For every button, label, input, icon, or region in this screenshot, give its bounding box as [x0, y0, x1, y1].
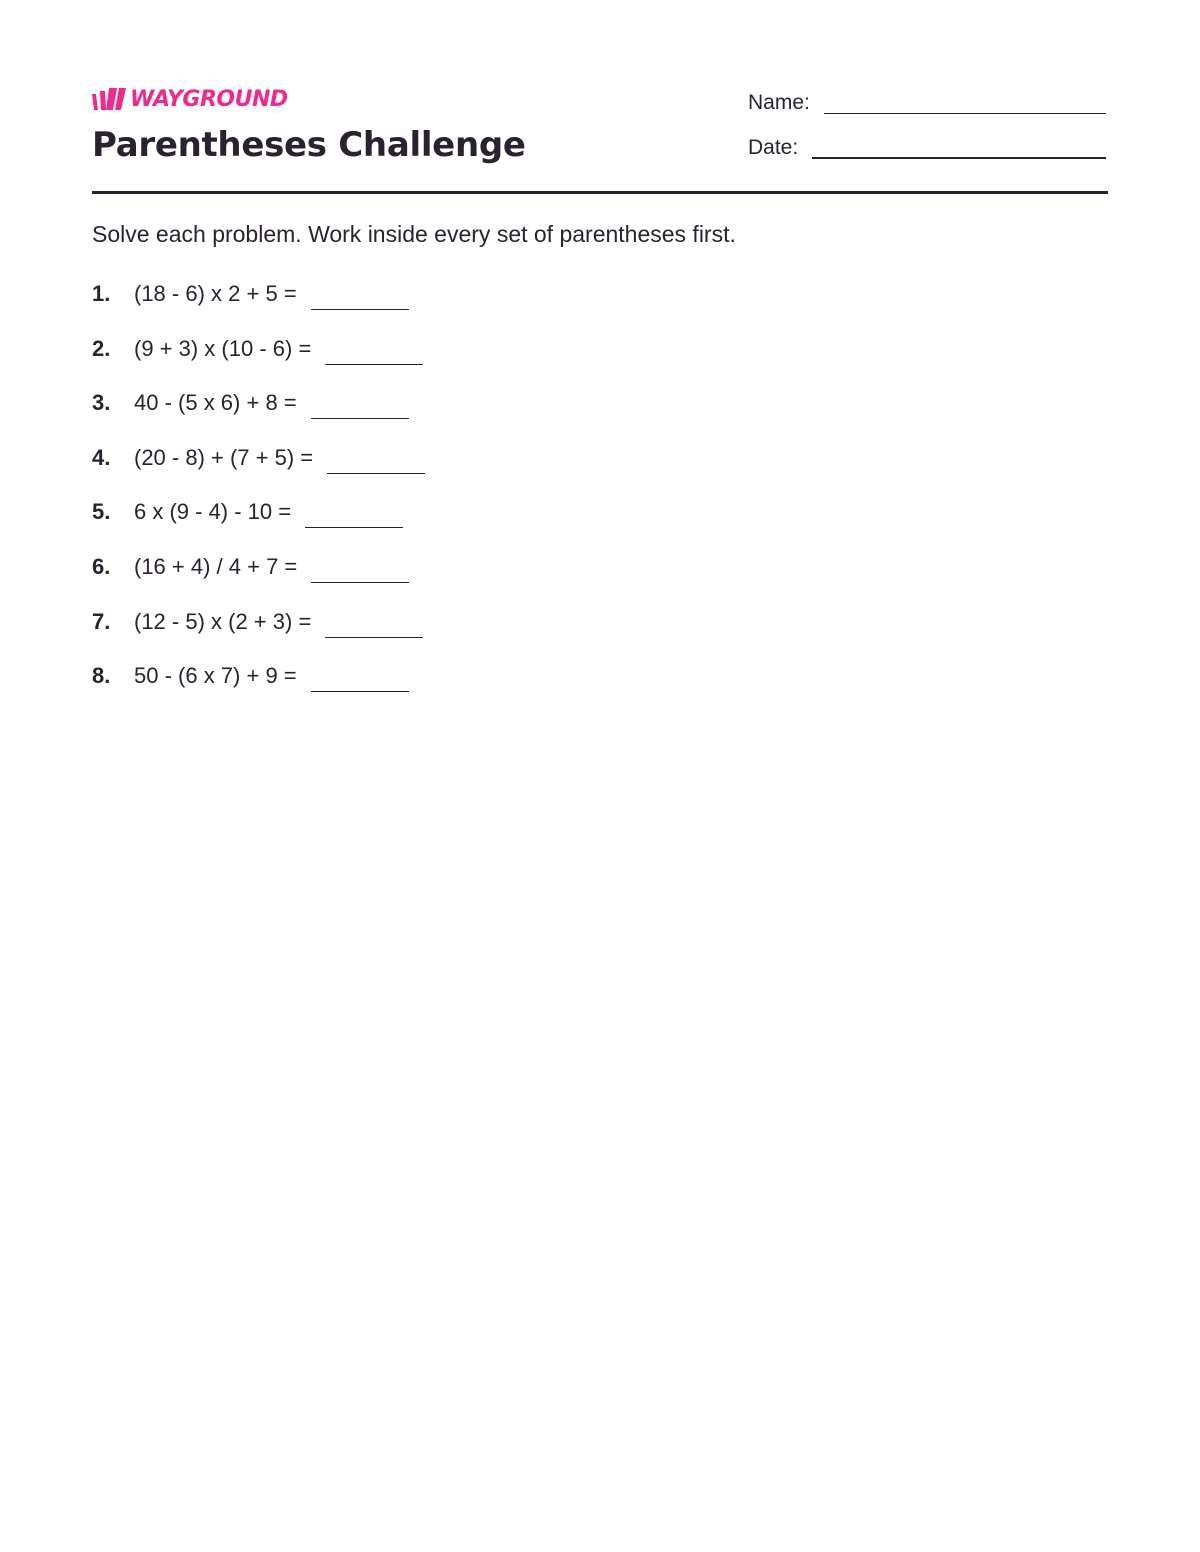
problem-expression: 6 x (9 - 4) - 10 =	[134, 499, 292, 525]
header-divider	[92, 191, 1108, 194]
answer-blank[interactable]	[311, 418, 409, 419]
problem-expression: (12 - 5) x (2 + 3) =	[134, 608, 312, 634]
name-label: Name:	[748, 91, 810, 114]
name-line[interactable]	[824, 113, 1106, 114]
answer-blank[interactable]	[327, 473, 425, 474]
name-field[interactable]	[748, 90, 1106, 116]
answer-blank[interactable]	[325, 637, 423, 638]
problem-number: 3.	[92, 390, 111, 416]
problem-expression: 50 - (6 x 7) + 9 =	[134, 663, 297, 689]
problem-item	[92, 334, 792, 389]
problem-item	[92, 497, 792, 552]
answer-blank[interactable]	[311, 582, 409, 583]
date-line[interactable]	[812, 157, 1106, 159]
answer-blank[interactable]	[325, 364, 423, 365]
problem-item	[92, 661, 792, 716]
date-field[interactable]	[748, 135, 1106, 161]
problem-item	[92, 443, 792, 498]
problem-item	[92, 388, 792, 443]
problem-expression: (9 + 3) x (10 - 6) =	[134, 335, 312, 361]
answer-blank[interactable]	[311, 691, 409, 692]
problem-list	[92, 279, 792, 716]
problem-number: 7.	[92, 608, 111, 634]
answer-blank[interactable]	[311, 309, 409, 310]
problem-number: 4.	[92, 444, 111, 470]
problem-expression: (16 + 4) / 4 + 7 =	[134, 553, 298, 579]
date-label: Date:	[748, 136, 799, 159]
page-title: Parentheses Challenge	[92, 125, 526, 165]
problem-expression: (20 - 8) + (7 + 5) =	[134, 444, 314, 470]
brand-logo	[92, 86, 288, 114]
answer-blank[interactable]	[305, 527, 403, 528]
problem-number: 6.	[92, 553, 111, 579]
problem-number: 8.	[92, 663, 111, 689]
problem-expression: 40 - (5 x 6) + 8 =	[134, 390, 297, 416]
problem-item	[92, 552, 792, 607]
problem-item	[92, 279, 792, 334]
problem-number: 1.	[92, 281, 111, 306]
problem-item	[92, 607, 792, 662]
brand-name: WAYGROUND	[130, 87, 288, 112]
problem-number: 5.	[92, 499, 111, 525]
problem-expression: (18 - 6) x 2 + 5 =	[134, 281, 297, 306]
instructions: Solve each problem. Work inside every set of parentheses first.	[92, 221, 736, 247]
wayground-logo-icon	[92, 88, 126, 112]
problem-number: 2.	[92, 335, 111, 361]
